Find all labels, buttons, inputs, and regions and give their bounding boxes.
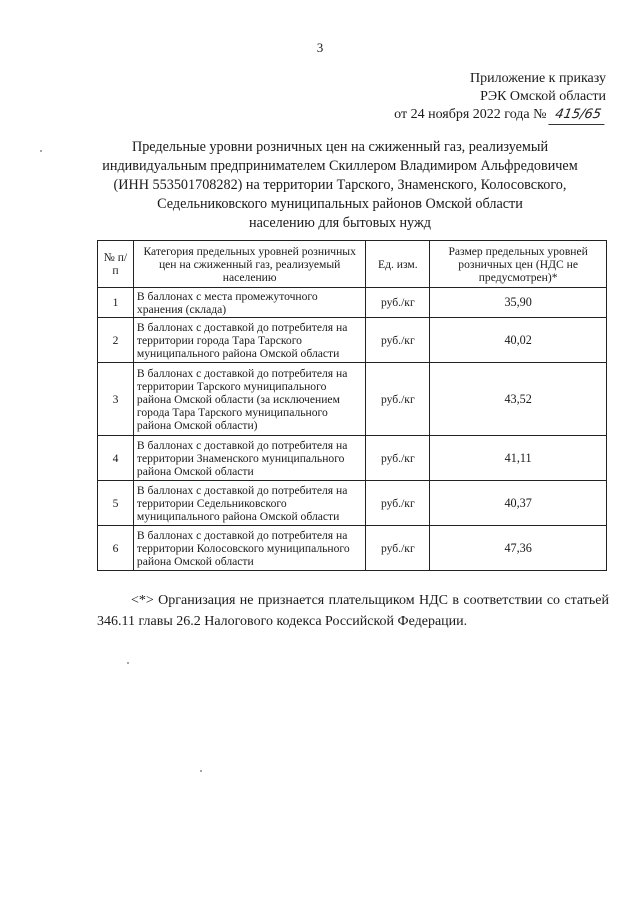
table-row — [98, 318, 607, 363]
title-line: населению для бытовых нужд — [249, 215, 431, 231]
header-price: Размер предельных уровней розничных цен (НДС не предусмотрен)* — [430, 241, 607, 288]
row-category: В баллонах с места промежуточного хранения (склада) — [133, 288, 366, 318]
row-num: 6 — [98, 526, 134, 571]
row-num: 4 — [98, 436, 134, 481]
header-category: Категория предельных уровней розничных цен на сжиженный газ, реализуемый населению — [133, 241, 366, 288]
title-line: индивидуальным предпринимателем Скиллером Владимиром Альфредовичем — [102, 158, 578, 174]
row-num: 3 — [98, 363, 134, 436]
appendix-line-2: РЭК Омской области — [480, 89, 606, 104]
row-price: 40,37 — [430, 481, 607, 526]
price-table — [97, 240, 607, 571]
row-unit: руб./кг — [366, 363, 430, 436]
row-price: 35,90 — [430, 288, 607, 318]
row-unit: руб./кг — [366, 288, 430, 318]
table-row — [98, 288, 607, 318]
row-price: 43,52 — [430, 363, 607, 436]
table-row — [98, 363, 607, 436]
scan-speck — [40, 150, 42, 152]
scan-speck — [200, 770, 202, 772]
table-header-row — [98, 241, 607, 288]
row-num: 2 — [98, 318, 134, 363]
row-unit: руб./кг — [366, 436, 430, 481]
row-unit: руб./кг — [366, 526, 430, 571]
title-line: Седельниковского муниципальных районов Омской области — [157, 196, 523, 212]
header-unit: Ед. изм. — [366, 241, 430, 288]
row-category: В баллонах с доставкой до потребителя на территории Колосовского муниципального района Омской области — [133, 526, 366, 571]
scan-speck — [127, 662, 129, 664]
title-line: (ИНН 553501708282) на территории Тарского, Знаменского, Колосовского, — [113, 177, 567, 193]
row-unit: руб./кг — [366, 481, 430, 526]
row-price: 47,36 — [430, 526, 607, 571]
appendix-header — [394, 70, 606, 125]
header-num: № п/п — [98, 241, 134, 288]
appendix-date: от 24 ноября 2022 года № — [394, 107, 547, 122]
document-title — [60, 138, 620, 233]
table-row — [98, 481, 607, 526]
appendix-line-1: Приложение к приказу — [470, 71, 606, 86]
row-price: 40,02 — [430, 318, 607, 363]
table-row — [98, 436, 607, 481]
table-row — [98, 526, 607, 571]
row-unit: руб./кг — [366, 318, 430, 363]
title-line: Предельные уровни розничных цен на сжиженный газ, реализуемый — [131, 139, 549, 155]
row-price: 41,11 — [430, 436, 607, 481]
footnote: <*> Организация не признается плательщиком НДС в соответствии со статьей 346.11 главы 26.2 Налогового кодекса Российской Федерации. — [97, 593, 609, 629]
row-num: 5 — [98, 481, 134, 526]
row-category: В баллонах с доставкой до потребителя на территории города Тара Тарского муниципального района Омской области — [133, 318, 366, 363]
appendix-date-line — [394, 106, 606, 125]
row-num: 1 — [98, 288, 134, 318]
row-category: В баллонах с доставкой до потребителя на территории Седельниковского муниципального района Омской области — [133, 481, 366, 526]
row-category: В баллонах с доставкой до потребителя на территории Знаменского муниципального района Омской области — [133, 436, 366, 481]
order-number-handwritten: 415/65 — [548, 106, 607, 125]
page-number: 3 — [316, 40, 324, 55]
row-category: В баллонах с доставкой до потребителя на территории Тарского муниципального района Омской области (за исключением города Тара Тарского муниципального района Омской области) — [133, 363, 366, 436]
